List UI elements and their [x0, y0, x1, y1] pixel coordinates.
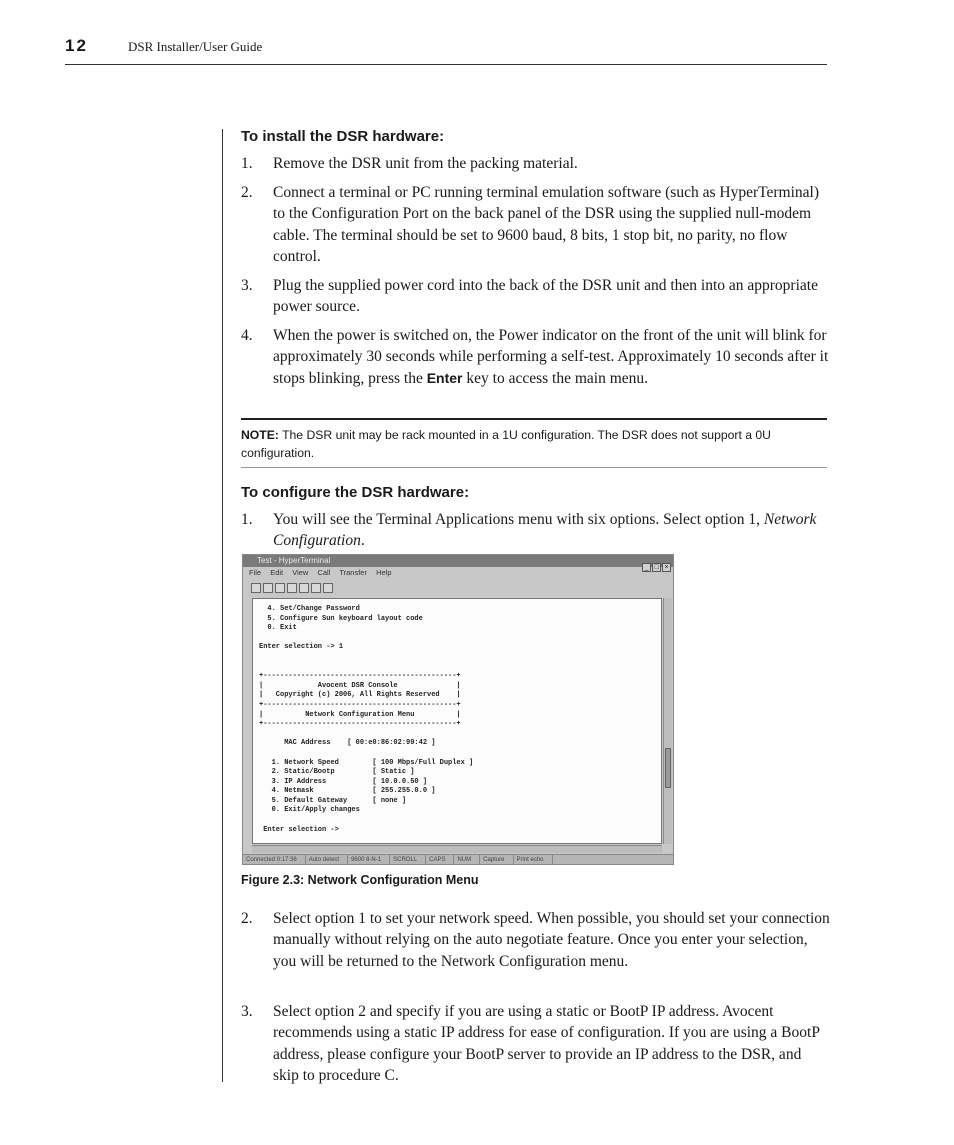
terminal-text: 4. Set/Change Password 5. Configure Sun keyboard layout code 0. Exit Enter selection -> 1 +----------------------------------------------+ | Avocent DSR Console | | Copyright (c) 2006, All Rights Reserved | +----------------------------------------------+ | Network Configuration Menu | +----------------------------------------------+ MAC Address [ 00:e0:86:02:99:42 ] 1. Network Speed [ 100 Mbps/Full Duplex ] 2. Static/Bootp [ Static ] 3. IP Address [ 10.0.0.50 ] 4. Netmask [ 255.255.0.0 ] 5. Default Gateway [ none ] 0. Exit/Apply changes Enter selection -> [259, 605, 474, 834]
configure-step-3 [241, 1001, 831, 1086]
step-number: 4. [241, 327, 253, 344]
page-header [65, 36, 827, 65]
status-item: Auto detect [306, 855, 348, 865]
install-step-4 [241, 325, 831, 389]
note-body: The DSR unit may be rack mounted in a 1U configuration. The DSR does not support a 0U configuration. [241, 428, 771, 460]
enter-key-label: Enter [426, 369, 463, 386]
status-item: CAPS [426, 855, 454, 865]
menu-call: Call [317, 568, 331, 577]
disconnect-icon [287, 583, 297, 593]
menu-help: Help [376, 568, 392, 577]
step-number: 3. [241, 1003, 253, 1020]
step-text: Select option 1 to set your network speed. When possible, you should set your connection manually without relying on the auto negotiate feature. Once you enter your selection, you will be returned to the Network Configuration menu. [273, 910, 830, 970]
running-title: DSR Installer/User Guide [128, 39, 263, 54]
install-heading: To install the DSR hardware: [241, 128, 445, 145]
status-item: Print echo [514, 855, 553, 865]
vertical-scrollbar [663, 598, 672, 844]
close-icon: × [662, 563, 671, 572]
step-text: Connect a terminal or PC running terminal emulation software (such as HyperTerminal) to the Configuration Port on the back panel of the DSR using the supplied null-modem cable. The terminal should be set to 9600 baud, 8 bits, 1 stop bit, no parity, no flow control. [273, 184, 819, 265]
step-text-part: . [360, 532, 365, 550]
step-text: Select option 2 and specify if you are using a static or BootP IP address. Avocent recommends using a static IP address for ease of configuration. If you are using a BootP address, please configure your BootP server to provide an IP address to the DSR, and skip to procedure C. [273, 1003, 820, 1084]
scroll-thumb [665, 748, 671, 788]
menu-file: File [249, 568, 262, 577]
step-number: 2. [241, 184, 253, 201]
configure-step-2 [241, 908, 831, 972]
minimize-icon: _ [642, 563, 651, 572]
install-step-1 [241, 153, 831, 174]
status-item: 9600 8-N-1 [348, 855, 390, 865]
new-icon [251, 583, 261, 593]
step-text-part: key to access the main menu. [462, 369, 649, 387]
install-step-3 [241, 275, 831, 318]
menu-edit: Edit [270, 568, 284, 577]
menu-view: View [292, 568, 309, 577]
menu-transfer: Transfer [339, 568, 367, 577]
configure-heading: To configure the DSR hardware: [241, 484, 470, 501]
step-number: 3. [241, 277, 253, 294]
window-menubar [249, 568, 399, 577]
horizontal-scrollbar [252, 845, 662, 853]
window-controls [641, 556, 671, 574]
status-item: Capture [480, 855, 513, 865]
window-title: Test - HyperTerminal [257, 556, 331, 565]
step-text [273, 325, 831, 389]
step-number: 1. [241, 511, 253, 528]
maximize-icon: □ [652, 563, 661, 572]
note-label: NOTE: [241, 428, 279, 442]
install-step-2 [241, 182, 831, 267]
receive-icon [311, 583, 321, 593]
figure-caption: Figure 2.3: Network Configuration Menu [241, 873, 479, 887]
window-statusbar [243, 854, 673, 865]
open-icon [263, 583, 273, 593]
terminal-screen [252, 598, 662, 844]
step-text-part: When the power is switched on, the Power indicator on the front of the unit will blink for approximately 30 seconds while performing a self-test. Approximately 10 seconds after it stops blinking, press the [273, 327, 829, 387]
step-number: 1. [241, 155, 253, 172]
status-item: Connected 0:17:36 [243, 855, 306, 865]
configure-step-1 [241, 509, 831, 552]
step-text: Remove the DSR unit from the packing material. [273, 155, 578, 172]
window-toolbar [251, 580, 335, 598]
step-number: 2. [241, 910, 253, 927]
status-item: SCROLL [390, 855, 426, 865]
status-item: NUM [454, 855, 480, 865]
step-text-part: You will see the Terminal Applications menu with six options. Select option 1, [273, 511, 764, 528]
hyperterminal-screenshot [242, 554, 674, 865]
margin-rule [222, 129, 223, 1082]
page-number: 12 [65, 36, 88, 55]
window-titlebar [243, 555, 673, 571]
step-text [273, 509, 831, 552]
note-box [241, 418, 827, 468]
send-icon [299, 583, 309, 593]
connect-icon [275, 583, 285, 593]
step-text: Plug the supplied power cord into the back of the DSR unit and then into an appropriate power source. [273, 277, 818, 316]
properties-icon [323, 583, 333, 593]
note-text [241, 427, 827, 462]
menu-option-name: Network Configuration [273, 511, 817, 550]
